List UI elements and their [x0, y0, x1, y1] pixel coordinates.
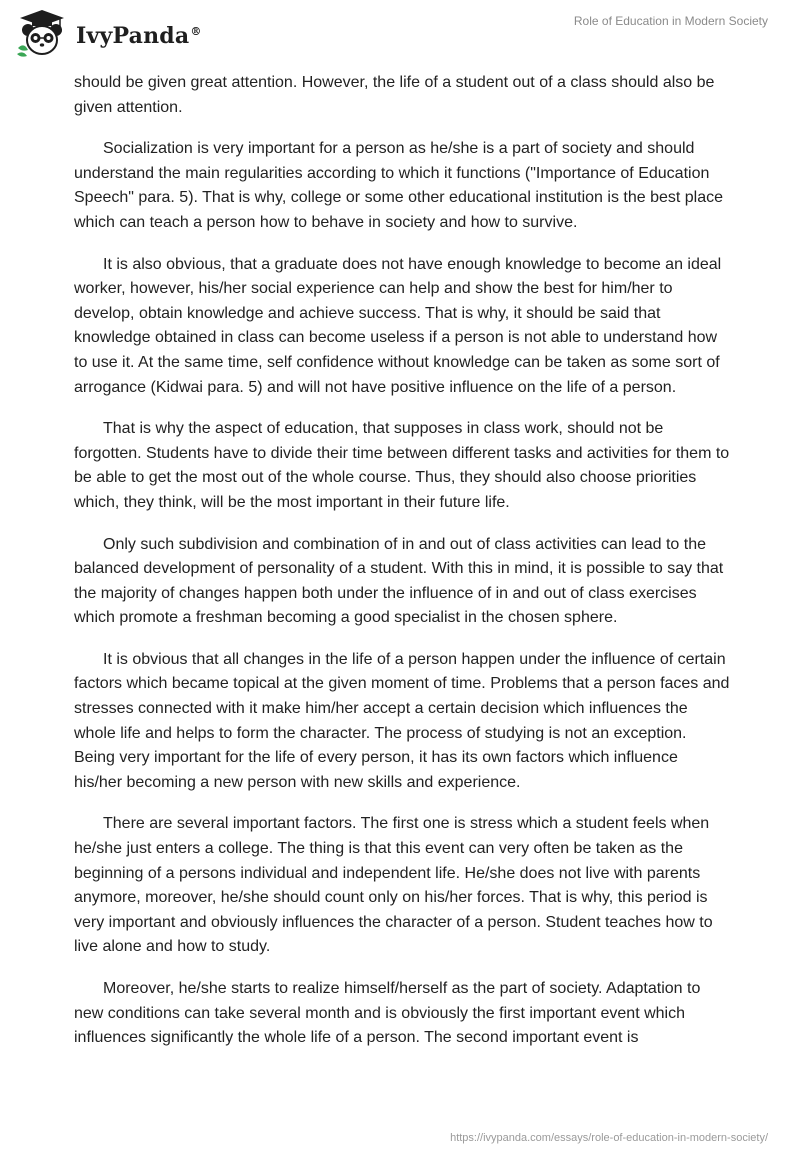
document-title: Role of Education in Modern Society	[573, 14, 768, 28]
registered-mark: ®	[190, 24, 202, 38]
brand-name: IvyPanda®	[76, 23, 202, 49]
paragraph-2: Socialization is very important for a person as he/she is a part of society and should understand the main regularities according to which it functions ("Importance of Education Speech" para. 5). That is why, college or some other educational institution is the best place which can teach a person how to behave in society and how to survive.	[74, 140, 724, 231]
page-header	[0, 0, 800, 70]
panda-graduate-icon	[14, 8, 70, 60]
brand-logo[interactable]	[14, 8, 202, 60]
paragraph-1: should be given great attention. However, the life of a student out of a class should also be given attention.	[74, 74, 715, 116]
paragraph-6: It is obvious that all changes in the life of a person happen under the influence of certain factors which became topical at the given moment of time. Problems that a person faces and stresses connected with it make him/her accept a certain decision which influences the whole life and helps to form the character. The process of studying is not an exception. Being very important for the life of every person, it has its own factors which influence his/her becoming a new person with new skills and experience.	[74, 650, 730, 791]
paragraph-5: Only such subdivision and combination of in and out of class activities can lead to the balanced development of personality of a student. With this in mind, it is possible to say that the majority of changes happen both under the influence of in and out of class exercises which promote a freshman becoming a good specialist in the chosen sphere.	[74, 535, 724, 627]
source-url[interactable]: https://ivypanda.com/essays/role-of-education-in-modern-society/	[450, 1132, 768, 1144]
paragraph-4: That is why the aspect of education, that supposes in class work, should not be forgotten. Students have to divide their time between different tasks and activities for them to be able to get the most out of the whole course. Thus, they should also choose priorities which, they think, will be the most important in their future life.	[74, 420, 730, 511]
paragraph-7: There are several important factors. The first one is stress which a student feels when he/she just enters a college. The thing is that this event can very often be taken as the beginning of a persons individual and independent life. He/she does not live with parents anymore, moreover, he/she should count only on his/her forces. That is why, this period is very important and obviously influences the character of a person. Student teaches how to live alone and how to study.	[74, 815, 713, 956]
paragraph-8: Moreover, he/she starts to realize himself/herself as the part of society. Adaptation to new conditions can take several month and is obviously the first important event which influences significantly the whole life of a person. The second important event is	[74, 980, 701, 1047]
essay-body	[74, 71, 730, 1068]
paragraph-3: It is also obvious, that a graduate does not have enough knowledge to become an ideal worker, however, his/her social experience can help and show the best for him/her to develop, obtain knowledge and achieve success. That is why, it should be said that knowledge obtained in class can become useless if a person is not able to understand how to use it. At the same time, self confidence without knowledge can be taken as some sort of arrogance (Kidwai para. 5) and will not have positive influence on the life of a person.	[74, 255, 722, 396]
